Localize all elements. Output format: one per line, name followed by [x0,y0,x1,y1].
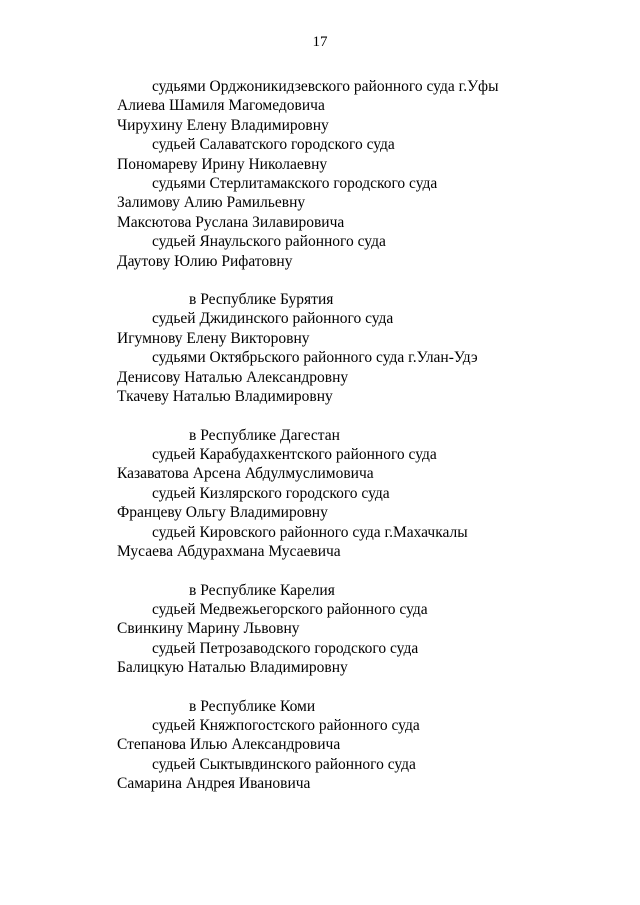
court-line: судьей Медвежьегорского районного суда [152,600,428,618]
court-line: судьей Княжпогостского районного суда [152,717,420,735]
court-line: судьей Карабудахкентского районного суда [152,446,437,464]
court-line: судьей Сыктывдинского районного суда [152,755,416,773]
court-line: судьей Кизлярского городского суда [152,484,390,502]
person-name-line: Францеву Ольгу Владимировну [117,504,328,522]
court-line: судьей Петрозаводского городского суда [152,639,419,657]
person-name-line: Даутову Юлию Рифатовну [117,252,293,270]
paragraph-spacer [0,678,640,697]
person-name-line: Алиева Шамиля Магомедовича [117,97,325,115]
person-name-line: Чирухину Елену Владимировну [117,116,329,134]
region-heading: в Республике Бурятия [189,291,334,309]
page-number: 17 [312,34,328,50]
court-line: судьями Октябрьского районного суда г.Улан-Удэ [152,349,478,367]
person-name-line: Казаватова Арсена Абдулмуслимовича [117,465,374,483]
region-heading: в Республике Дагестан [189,426,340,444]
person-name-line: Максютова Руслана Зилавировича [117,213,345,231]
person-name-line: Свинкину Марину Львовну [117,620,300,638]
court-line: судьями Орджоникидзевского районного суда г.Уфы [152,78,499,95]
court-line: судьями Стерлитамакского городского суда [152,174,438,192]
paragraph-spacer [0,271,640,290]
court-line: судьей Салаватского городского суда [152,136,395,154]
person-name-line: Залимову Алию Рамильевну [117,194,306,212]
person-name-line: Степанова Илью Александровича [117,736,341,754]
person-name-line: Денисову Наталью Александровну [117,368,349,386]
region-heading: в Республике Коми [189,697,316,715]
court-line: судьей Кировского районного суда г.Махачкалы [152,523,468,541]
court-line: судьей Янаульского районного суда [152,233,386,251]
person-name-line: Игумнову Елену Викторовну [117,329,310,347]
paragraph-spacer [0,406,640,425]
person-name-line: Самарина Андрея Ивановича [117,775,311,793]
court-line: судьей Джидинского районного суда [152,310,394,328]
person-name-line: Ткачеву Наталью Владимировну [117,388,333,406]
person-name-line: Балицкую Наталью Владимировну [117,659,348,677]
document-body [0,77,640,794]
person-name-line: Пономареву Ирину Николаевну [117,155,328,173]
region-heading: в Республике Карелия [189,581,335,599]
person-name-line: Мусаева Абдурахмана Мусаевича [117,542,341,560]
paragraph-spacer [0,561,640,580]
